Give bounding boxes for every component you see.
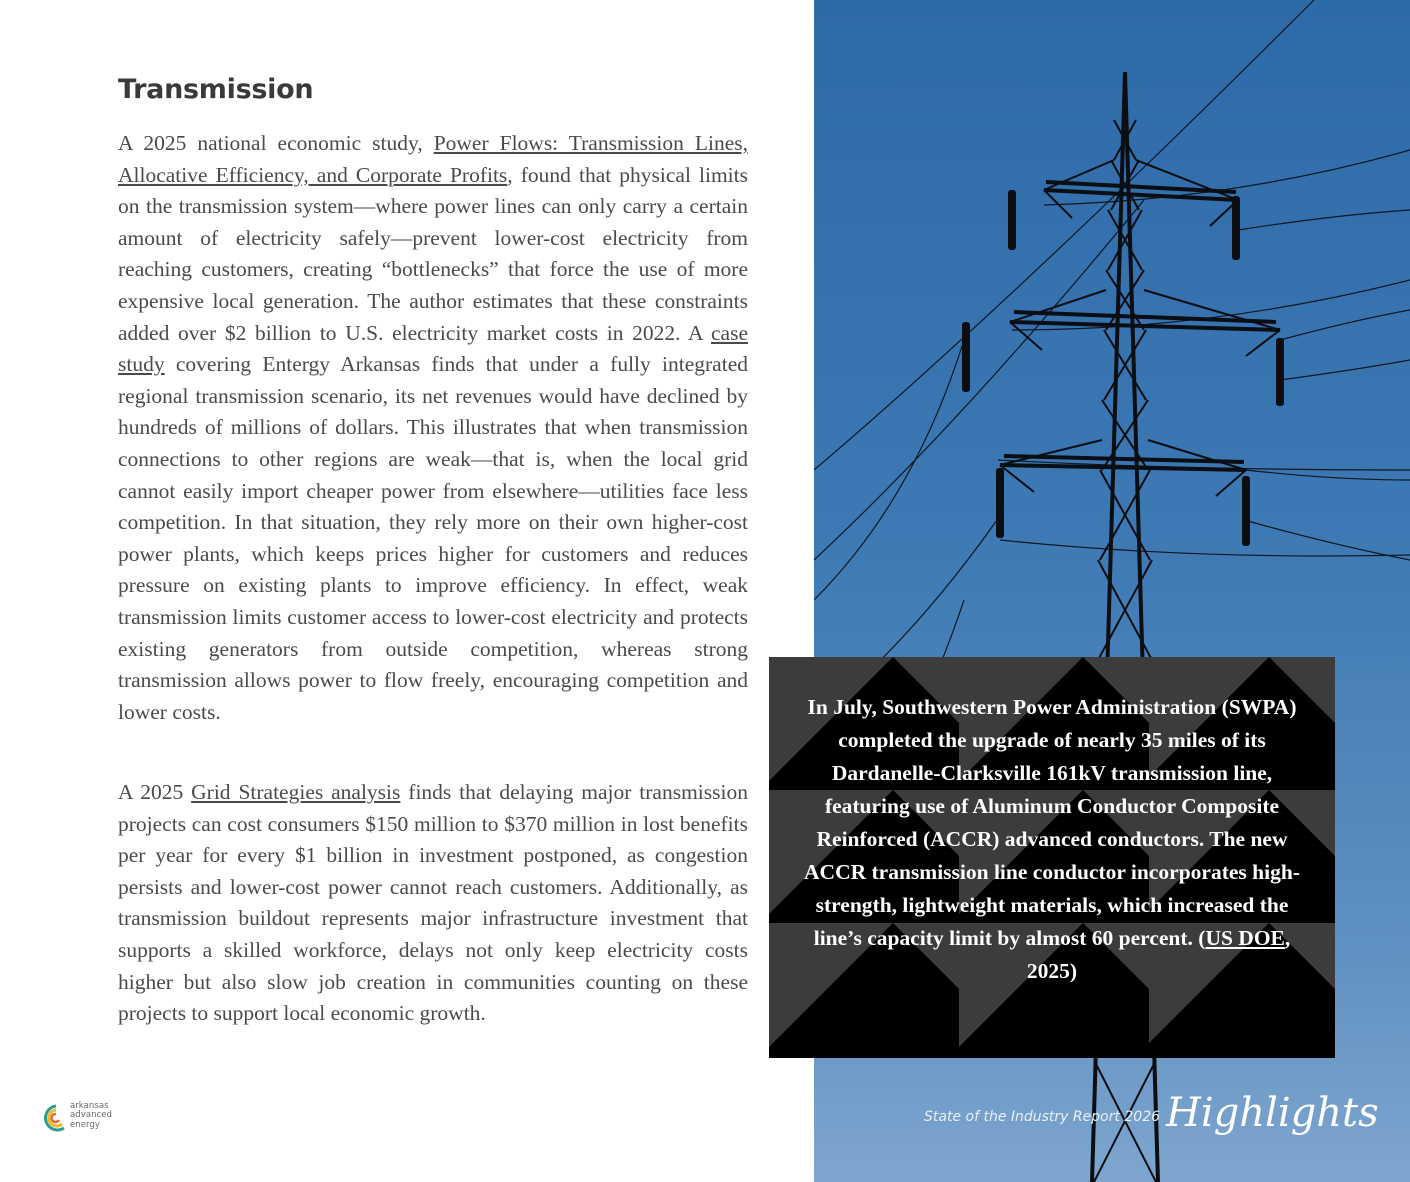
paragraph-2-text-b: finds that delaying major transmission projects can cost consumers $150 million to $370 million in lost benefits per year for every $1 billion in investment postponed, as congestion persists and lower-cost power cannot reach customers. Additionally, as transmission buildout represents major infrastructure investment that supports a skilled workforce, delays not only keep electricity costs higher but also slow job creation in communities counting on these projects to support local economic growth. [118,780,748,1026]
paragraph-1-text-c: covering Entergy Arkansas finds that under a fully integrated regional transmission scenario, its net revenues would have declined by hundreds of millions of dollars. This illustrates that when transmission connections to other regions are weak—that is, when the local grid cannot easily import cheaper power from elsewhere—utilities face less competition. In that situation, they rely more on their own higher-cost power plants, which keeps prices higher for customers and reduces pressure on existing plants to improve efficiency. In effect, weak transmission limits customer access to lower-cost electricity and protects existing generators from outside competition, whereas strong transmission allows power to flow freely, encouraging competition and lower costs. [118,352,748,724]
grid-strategies-analysis-link[interactable]: Grid Strategies analysis [191,780,401,804]
callout-text-a: In July, Southwestern Power Administration (SWPA) completed the upgrade of nearly 35 miles of its Dardanelle-Clarksville 161kV transmission line, featuring use of Aluminum Conductor Composite Reinforced (ACCR) advanced conductors. The new ACCR transmission line conductor incorporates high-strength, lightweight materials, which increased the line’s capacity limit by almost 60 percent. ( [804,695,1300,950]
power-flows-study-link[interactable]: Power Flows: Transmission Lines, Allocative Efficiency, and Corporate Profits [118,131,748,187]
paragraph-1-text-a: A 2025 national economic study, [118,131,434,155]
highlights-script-title: Highlights [1166,1090,1379,1136]
paragraph-1-text-b: , found that physical limits on the transmission system—where power lines can only carry a certain amount of electricity safely—prevent lower-cost electricity from reaching customers, creating “bottlenecks” that force the use of more expensive local generation. The author estimates that these constraints added over $2 billion to U.S. electricity market costs in 2022. A [118,162,748,345]
callout-text-b: , 2025) [1026,926,1291,983]
swpa-callout-box [769,657,1335,1058]
callout-text [799,691,1305,988]
arkansas-advanced-energy-logo [44,1102,124,1136]
report-label: State of the Industry Report 2026 [924,1109,1161,1125]
paragraph-1 [118,128,748,728]
logo-text: arkansas advanced energy [70,1101,112,1130]
case-study-link[interactable]: case study [118,320,748,377]
logo-swirl-icon [44,1102,68,1136]
paragraph-2 [118,777,748,1030]
section-title: Transmission [118,74,314,105]
us-doe-link[interactable]: US DOE [1205,926,1285,950]
paragraph-2-text-a: A 2025 [118,780,192,804]
